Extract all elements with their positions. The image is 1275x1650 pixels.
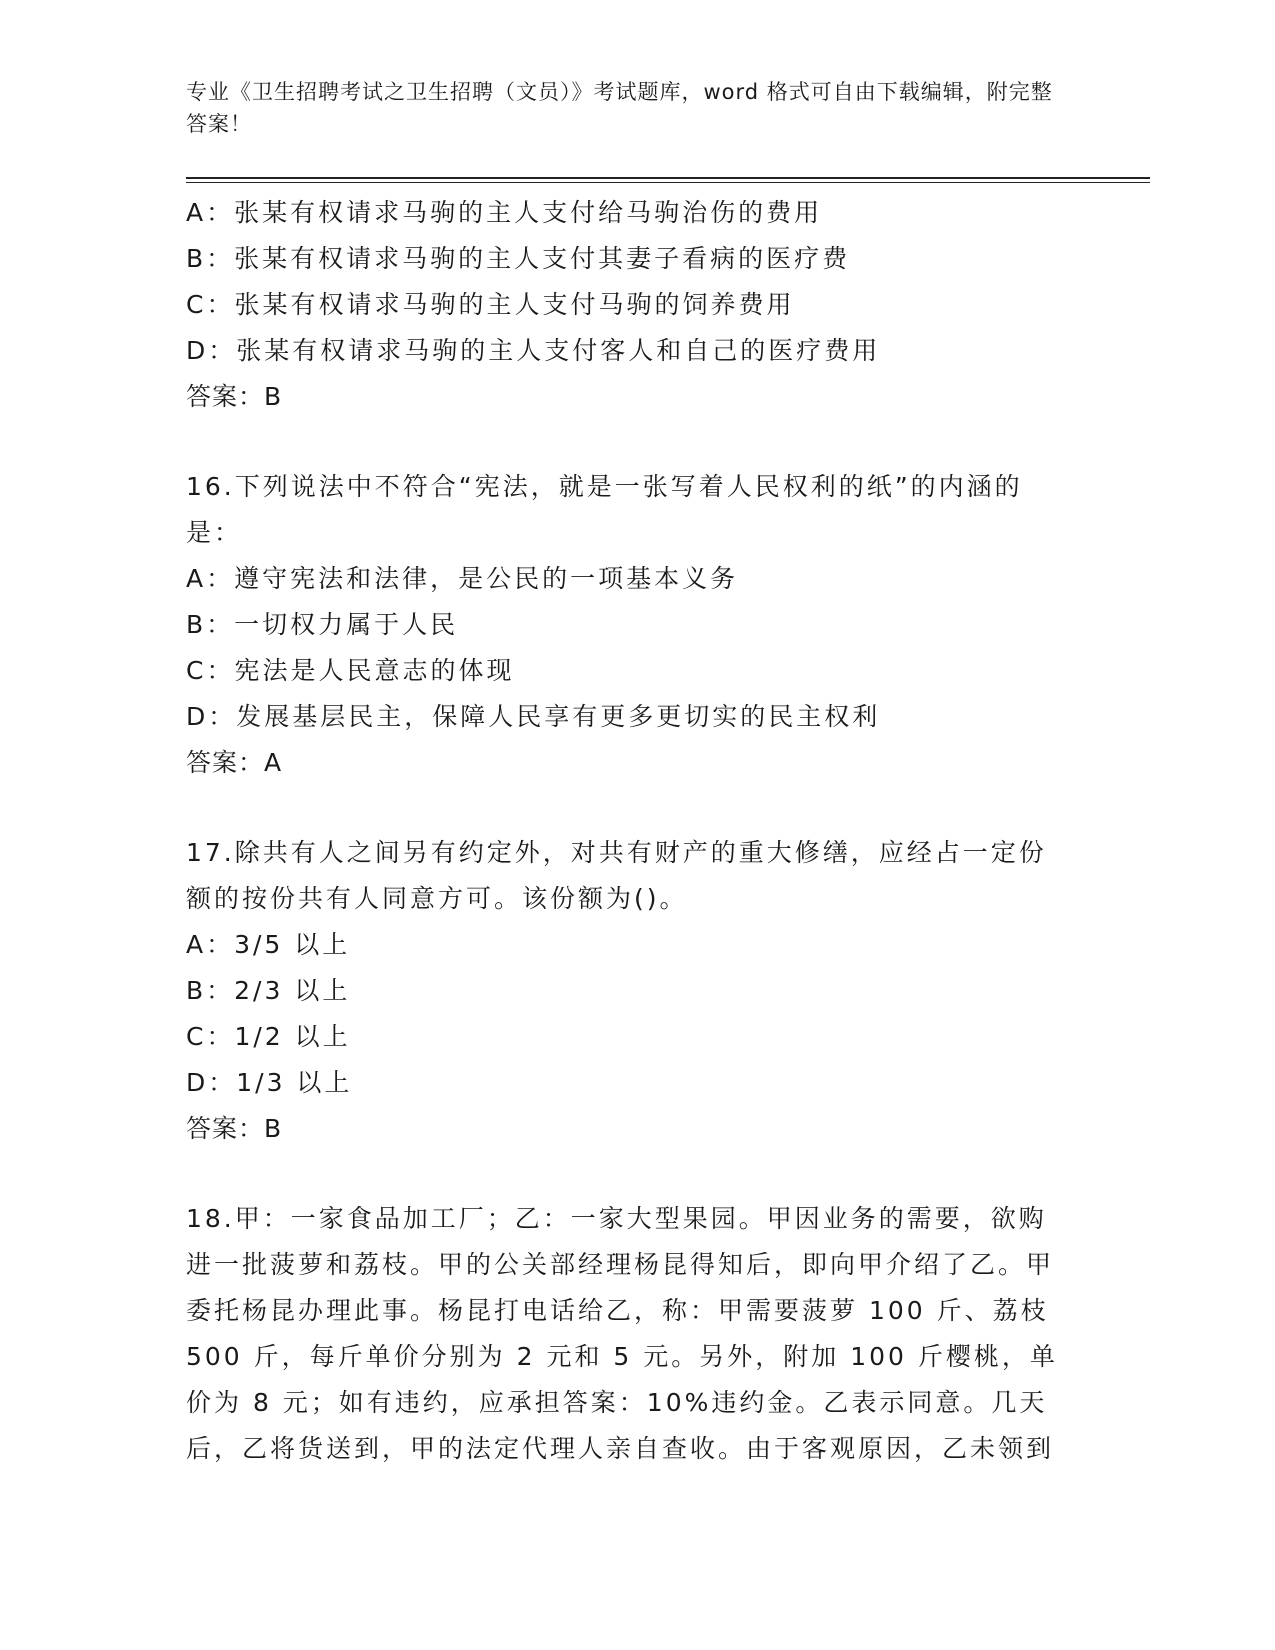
question-18 [186,1196,1086,1472]
spacer [186,1152,1086,1196]
question-stem: 18.甲：一家食品加工厂；乙：一家大型果园。甲因业务的需要，欲购进一批菠萝和荔枝。甲的公关部经理杨昆得知后，即向甲介绍了乙。甲委托杨昆办理此事。杨昆打电话给乙，称：甲需要菠萝 100 斤、荔枝 500 斤，每斤单价分别为 2 元和 5 元。另外，附加 100 斤樱桃，单价为 8 元；如有违约，应承担答案：10%违约金。乙表示同意。几天后，乙将货送到，甲的法定代理人亲自查收。由于客观原因，乙未领到 [186,1204,1058,1463]
question-stem: 16.下列说法中不符合“宪法，就是一张写着人民权利的纸”的内涵的是： [186,472,1023,547]
answer: 答案：B [186,1114,283,1143]
option-b: B：2/3 以上 [186,976,351,1005]
option-d: D：发展基层民主，保障人民享有更多更切实的民主权利 [186,702,881,731]
spacer [186,420,1086,464]
answer: 答案：A [186,748,283,777]
option-b: B：张某有权请求马驹的主人支付其妻子看病的医疗费 [186,244,851,273]
option-a: A：3/5 以上 [186,930,351,959]
header-rule-thin [186,182,1150,183]
question-list [186,190,1086,1472]
option-a: A：张某有权请求马驹的主人支付给马驹治伤的费用 [186,198,823,227]
question-stem: 17.除共有人之间另有约定外，对共有财产的重大修缮，应经占一定份额的按份共有人同意方可。该份额为()。 [186,838,1047,913]
question-16 [186,464,1086,786]
option-b: B：一切权力属于人民 [186,610,459,639]
option-a: A：遵守宪法和法律，是公民的一项基本义务 [186,564,739,593]
option-c: C：1/2 以上 [186,1022,351,1051]
document-header: 专业《卫生招聘考试之卫生招聘（文员）》考试题库，word 格式可自由下载编辑，附完整答案！ [186,80,1053,136]
spacer [186,786,1086,830]
answer: 答案：B [186,382,283,411]
option-d: D：张某有权请求马驹的主人支付客人和自己的医疗费用 [186,336,881,365]
option-c: C：张某有权请求马驹的主人支付马驹的饲养费用 [186,290,795,319]
option-d: D：1/3 以上 [186,1068,353,1097]
option-c: C：宪法是人民意志的体现 [186,656,515,685]
header-rule [186,177,1150,179]
question-15 [186,190,1086,420]
question-17 [186,830,1086,1152]
